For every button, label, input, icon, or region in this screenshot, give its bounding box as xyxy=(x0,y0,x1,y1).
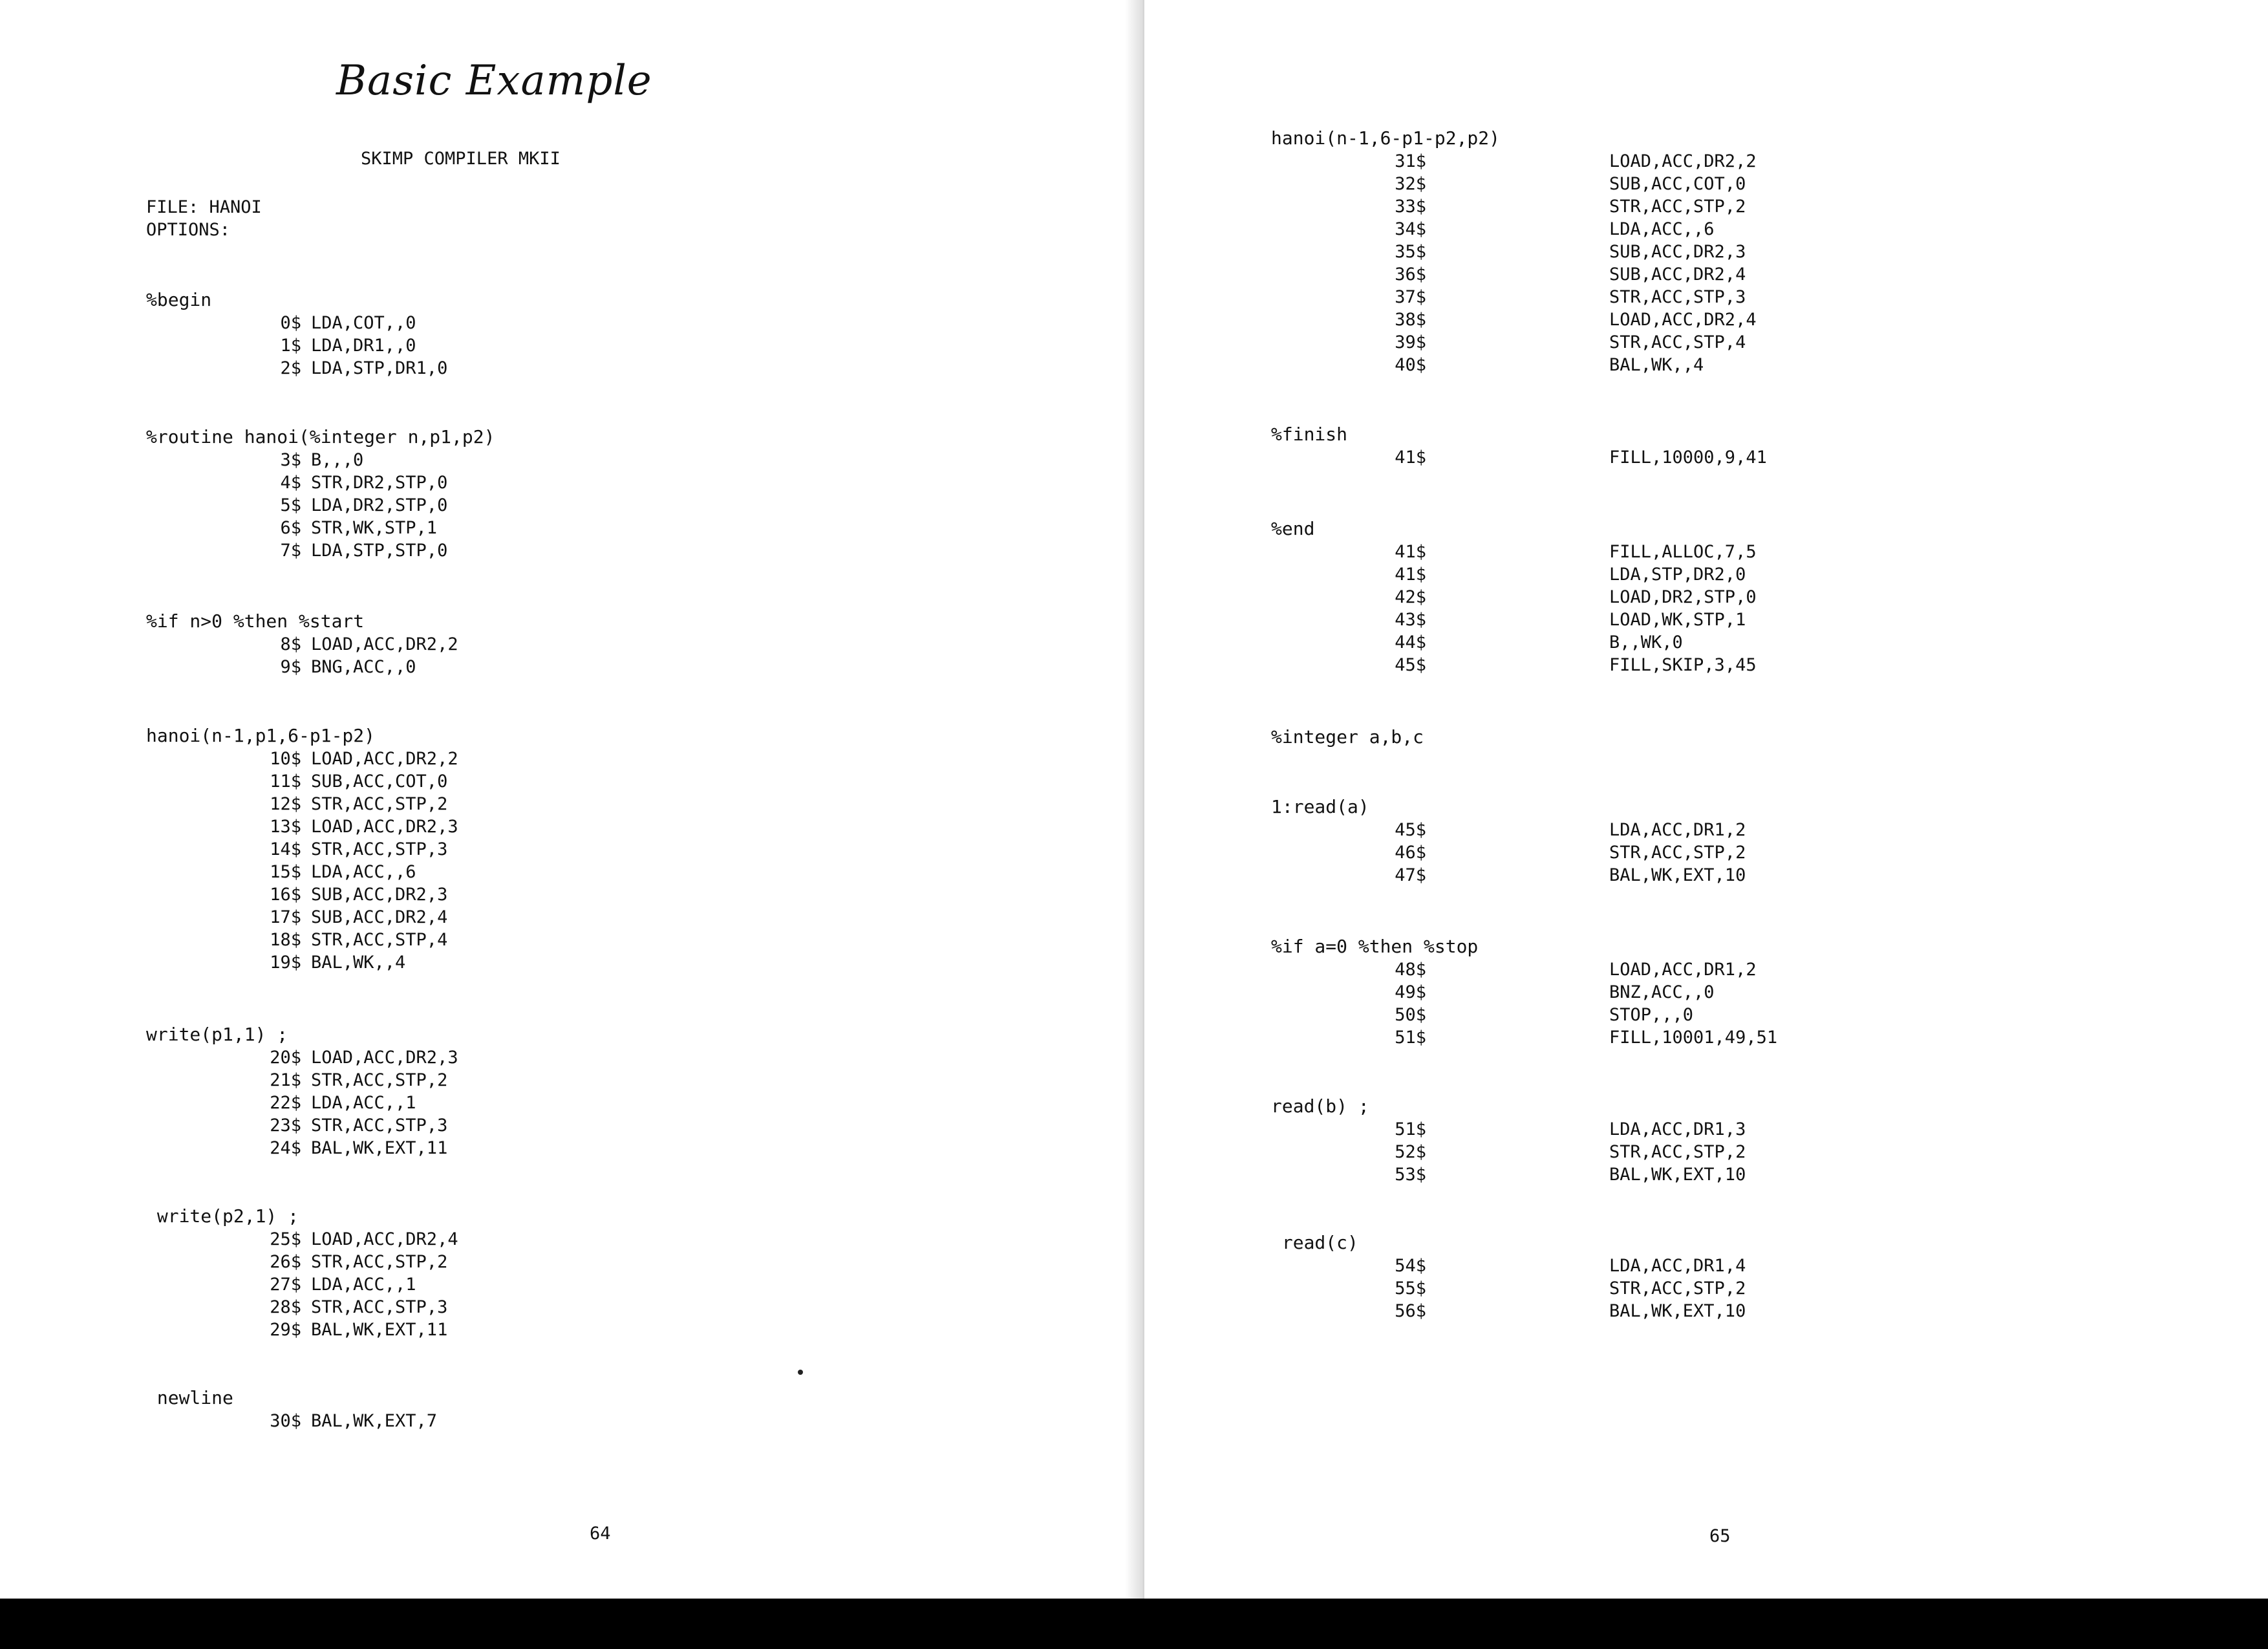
line-instruction: LDA,ACC,DR1,3 xyxy=(1609,1119,1746,1139)
code-section xyxy=(146,426,495,562)
line-instruction: SUB,ACC,COT,0 xyxy=(1609,174,1746,194)
line-label: 4$ xyxy=(280,473,301,493)
code-line xyxy=(146,633,458,656)
line-instruction: STOP,,,0 xyxy=(1609,1005,1694,1025)
code-line xyxy=(1271,446,1767,469)
line-instruction: LDA,ACC,,1 xyxy=(311,1093,416,1113)
line-label: 39$ xyxy=(1395,332,1426,352)
page-number: 65 xyxy=(1709,1526,1731,1546)
line-label: 41$ xyxy=(1395,447,1426,468)
line-label: 13$ xyxy=(270,817,301,837)
line-instruction: LOAD,ACC,DR2,2 xyxy=(1609,151,1757,171)
line-instruction: STR,ACC,STP,3 xyxy=(311,839,448,859)
code-line xyxy=(1271,1004,1777,1026)
line-label: 40$ xyxy=(1395,355,1426,375)
line-label: 1$ xyxy=(280,336,301,356)
line-instruction: LDA,ACC,DR1,4 xyxy=(1609,1256,1746,1276)
code-line xyxy=(1271,1277,1746,1300)
code-line xyxy=(1271,354,1757,376)
code-line xyxy=(146,770,458,793)
line-label: 31$ xyxy=(1395,151,1426,171)
code-line xyxy=(1271,263,1757,286)
line-label: 5$ xyxy=(280,495,301,515)
code-line xyxy=(1271,541,1757,563)
line-instruction: STR,DR2,STP,0 xyxy=(311,473,448,493)
code-section xyxy=(146,1386,437,1432)
code-line xyxy=(146,1228,458,1251)
line-label: 53$ xyxy=(1395,1165,1426,1185)
line-instruction: STR,ACC,STP,2 xyxy=(311,1252,448,1272)
line-instruction: STR,ACC,STP,2 xyxy=(1609,843,1746,863)
code-line xyxy=(146,1296,458,1319)
line-label: 29$ xyxy=(270,1320,301,1340)
line-label: 35$ xyxy=(1395,242,1426,262)
line-label: 51$ xyxy=(1395,1119,1426,1139)
line-instruction: FILL,10001,49,51 xyxy=(1609,1028,1778,1048)
code-line xyxy=(1271,195,1757,218)
section-header: 1:read(a) xyxy=(1271,796,1369,817)
line-instruction: FILL,10000,9,41 xyxy=(1609,447,1767,468)
line-instruction: BAL,WK,EXT,7 xyxy=(311,1411,438,1431)
code-line xyxy=(1271,654,1757,676)
line-label: 26$ xyxy=(270,1252,301,1272)
code-line xyxy=(146,312,447,334)
line-instruction: LDA,COT,,0 xyxy=(311,313,416,333)
line-instruction: BAL,WK,,4 xyxy=(311,953,406,973)
line-label: 30$ xyxy=(270,1411,301,1431)
scan-bottom-edge xyxy=(0,1599,2268,1649)
code-line xyxy=(146,1114,458,1137)
code-line xyxy=(1271,1255,1746,1277)
line-instruction: STR,ACC,STP,2 xyxy=(311,794,448,814)
line-label: 19$ xyxy=(270,953,301,973)
line-instruction: STR,ACC,STP,2 xyxy=(1609,197,1746,217)
line-label: 15$ xyxy=(270,862,301,882)
line-instruction: LOAD,WK,STP,1 xyxy=(1609,610,1746,630)
code-line xyxy=(146,883,458,906)
code-line xyxy=(146,929,458,951)
code-section xyxy=(146,1023,458,1159)
code-section xyxy=(1271,935,1777,1049)
line-instruction: SUB,ACC,DR2,3 xyxy=(311,885,448,905)
line-instruction: LDA,DR2,STP,0 xyxy=(311,495,448,515)
line-label: 7$ xyxy=(280,541,301,561)
line-instruction: BAL,WK,EXT,10 xyxy=(1609,1165,1746,1185)
code-line xyxy=(146,517,495,539)
section-header: write(p2,1) ; xyxy=(146,1205,299,1227)
line-label: 47$ xyxy=(1395,865,1426,885)
code-line xyxy=(1271,150,1757,173)
line-label: 41$ xyxy=(1395,542,1426,562)
line-label: 22$ xyxy=(270,1093,301,1113)
line-instruction: STR,ACC,STP,2 xyxy=(311,1070,448,1090)
code-line xyxy=(146,357,447,380)
line-instruction: BNG,ACC,,0 xyxy=(311,657,416,677)
code-section xyxy=(146,724,458,974)
line-label: 44$ xyxy=(1395,632,1426,652)
line-instruction: BAL,WK,EXT,11 xyxy=(311,1320,448,1340)
section-header: write(p1,1) ; xyxy=(146,1024,288,1045)
code-line xyxy=(1271,609,1757,631)
code-section xyxy=(1271,127,1757,376)
code-line xyxy=(1271,286,1757,308)
handwritten-title: Basic Example xyxy=(336,57,652,105)
line-label: 43$ xyxy=(1395,610,1426,630)
code-section xyxy=(146,610,458,678)
code-line xyxy=(146,951,458,974)
code-section xyxy=(146,1205,458,1341)
section-header: %if a=0 %then %stop xyxy=(1271,936,1479,957)
code-line xyxy=(146,471,495,494)
section-header: %integer a,b,c xyxy=(1271,726,1424,748)
code-line xyxy=(1271,563,1757,586)
code-line xyxy=(1271,241,1757,263)
line-instruction: LOAD,ACC,DR2,2 xyxy=(311,749,458,769)
line-label: 11$ xyxy=(270,771,301,792)
line-instruction: SUB,ACC,COT,0 xyxy=(311,771,448,792)
line-instruction: STR,ACC,STP,3 xyxy=(1609,287,1746,307)
line-label: 10$ xyxy=(270,749,301,769)
code-line xyxy=(1271,308,1757,331)
code-line xyxy=(1271,586,1757,609)
section-header: %if n>0 %then %start xyxy=(146,610,365,632)
line-label: 42$ xyxy=(1395,587,1426,607)
line-instruction: SUB,ACC,DR2,4 xyxy=(1609,264,1746,285)
file-label: FILE: HANOI xyxy=(146,197,262,217)
line-instruction: LDA,STP,DR1,0 xyxy=(311,358,448,378)
line-instruction: LOAD,ACC,DR2,4 xyxy=(1609,310,1757,330)
code-section xyxy=(1271,1095,1746,1186)
code-line xyxy=(146,449,495,471)
line-instruction: LDA,ACC,,6 xyxy=(1609,219,1715,239)
code-line xyxy=(1271,864,1746,887)
line-label: 55$ xyxy=(1395,1278,1426,1299)
section-header: %end xyxy=(1271,518,1315,539)
code-line xyxy=(1271,981,1777,1004)
line-instruction: STR,ACC,STP,2 xyxy=(1609,1278,1746,1299)
code-line xyxy=(146,1251,458,1273)
line-instruction: LDA,DR1,,0 xyxy=(311,336,416,356)
code-line xyxy=(146,539,495,562)
options-label: OPTIONS: xyxy=(146,220,231,240)
code-line xyxy=(146,656,458,678)
line-label: 27$ xyxy=(270,1275,301,1295)
code-line xyxy=(146,1092,458,1114)
line-label: 3$ xyxy=(280,450,301,470)
section-header: %routine hanoi(%integer n,p1,p2) xyxy=(146,426,495,447)
code-line xyxy=(1271,819,1746,841)
code-line xyxy=(1271,1118,1746,1141)
line-instruction: STR,ACC,STP,4 xyxy=(1609,332,1746,352)
line-label: 38$ xyxy=(1395,310,1426,330)
line-instruction: STR,ACC,STP,3 xyxy=(311,1116,448,1136)
line-instruction: STR,ACC,STP,2 xyxy=(1609,1142,1746,1162)
line-instruction: FILL,ALLOC,7,5 xyxy=(1609,542,1757,562)
line-instruction: LOAD,ACC,DR2,2 xyxy=(311,634,458,654)
line-label: 8$ xyxy=(280,634,301,654)
code-section xyxy=(1271,726,1424,749)
code-line xyxy=(146,1319,458,1341)
line-instruction: BAL,WK,EXT,11 xyxy=(311,1138,448,1158)
section-header: read(c) xyxy=(1271,1232,1358,1253)
line-label: 14$ xyxy=(270,839,301,859)
line-label: 36$ xyxy=(1395,264,1426,285)
code-line xyxy=(146,815,458,838)
left-page xyxy=(0,0,1144,1599)
code-line xyxy=(146,494,495,517)
line-instruction: LOAD,ACC,DR2,4 xyxy=(311,1229,458,1249)
section-header: read(b) ; xyxy=(1271,1095,1369,1117)
line-label: 20$ xyxy=(270,1048,301,1068)
line-instruction: B,,WK,0 xyxy=(1609,632,1683,652)
line-instruction: LDA,ACC,,1 xyxy=(311,1275,416,1295)
line-label: 45$ xyxy=(1395,820,1426,840)
code-line xyxy=(146,1046,458,1069)
section-header: hanoi(n-1,p1,6-p1-p2) xyxy=(146,725,376,746)
line-instruction: LOAD,ACC,DR2,3 xyxy=(311,1048,458,1068)
line-label: 46$ xyxy=(1395,843,1426,863)
code-line xyxy=(1271,218,1757,241)
line-label: 49$ xyxy=(1395,982,1426,1002)
line-label: 21$ xyxy=(270,1070,301,1090)
line-instruction: STR,ACC,STP,4 xyxy=(311,930,448,950)
code-line xyxy=(1271,173,1757,195)
code-line xyxy=(146,906,458,929)
line-label: 54$ xyxy=(1395,1256,1426,1276)
line-instruction: LDA,ACC,,6 xyxy=(311,862,416,882)
line-label: 2$ xyxy=(280,358,301,378)
line-label: 32$ xyxy=(1395,174,1426,194)
code-line xyxy=(146,334,447,357)
line-label: 45$ xyxy=(1395,655,1426,675)
line-label: 28$ xyxy=(270,1297,301,1317)
line-label: 52$ xyxy=(1395,1142,1426,1162)
line-instruction: FILL,SKIP,3,45 xyxy=(1609,655,1757,675)
line-label: 34$ xyxy=(1395,219,1426,239)
line-instruction: STR,WK,STP,1 xyxy=(311,518,438,538)
print-speck xyxy=(798,1370,803,1375)
line-instruction: BAL,WK,EXT,10 xyxy=(1609,865,1746,885)
code-line xyxy=(146,748,458,770)
line-label: 41$ xyxy=(1395,565,1426,585)
section-header: newline xyxy=(146,1387,233,1408)
code-section xyxy=(1271,1231,1746,1322)
code-section xyxy=(146,288,447,380)
line-label: 23$ xyxy=(270,1116,301,1136)
line-label: 6$ xyxy=(280,518,301,538)
line-label: 0$ xyxy=(280,313,301,333)
line-label: 37$ xyxy=(1395,287,1426,307)
line-label: 50$ xyxy=(1395,1005,1426,1025)
page-number: 64 xyxy=(590,1524,611,1544)
code-line xyxy=(146,793,458,815)
line-label: 51$ xyxy=(1395,1028,1426,1048)
line-instruction: BAL,WK,,4 xyxy=(1609,355,1704,375)
code-line xyxy=(146,1273,458,1296)
line-instruction: B,,,0 xyxy=(311,450,364,470)
code-line xyxy=(1271,331,1757,354)
line-label: 48$ xyxy=(1395,960,1426,980)
code-section xyxy=(1271,795,1746,887)
line-label: 56$ xyxy=(1395,1301,1426,1321)
line-label: 17$ xyxy=(270,907,301,927)
code-line xyxy=(1271,841,1746,864)
section-header: %finish xyxy=(1271,424,1348,445)
code-line xyxy=(1271,1163,1746,1186)
line-instruction: STR,ACC,STP,3 xyxy=(311,1297,448,1317)
code-line xyxy=(1271,1300,1746,1322)
line-instruction: BNZ,ACC,,0 xyxy=(1609,982,1715,1002)
line-instruction: LDA,ACC,DR1,2 xyxy=(1609,820,1746,840)
code-section xyxy=(1271,517,1757,676)
line-instruction: SUB,ACC,DR2,4 xyxy=(311,907,448,927)
line-instruction: LOAD,DR2,STP,0 xyxy=(1609,587,1757,607)
compiler-title: SKIMP COMPILER MKII xyxy=(361,149,561,169)
code-line xyxy=(146,861,458,883)
line-label: 25$ xyxy=(270,1229,301,1249)
line-instruction: SUB,ACC,DR2,3 xyxy=(1609,242,1746,262)
line-instruction: BAL,WK,EXT,10 xyxy=(1609,1301,1746,1321)
code-line xyxy=(146,1410,437,1432)
line-instruction: LDA,STP,DR2,0 xyxy=(1609,565,1746,585)
line-instruction: LOAD,ACC,DR2,3 xyxy=(311,817,458,837)
line-label: 16$ xyxy=(270,885,301,905)
section-header: %begin xyxy=(146,289,212,310)
line-instruction: LDA,STP,STP,0 xyxy=(311,541,448,561)
code-line xyxy=(1271,1141,1746,1163)
code-section xyxy=(1271,423,1767,469)
line-label: 12$ xyxy=(270,794,301,814)
line-label: 33$ xyxy=(1395,197,1426,217)
code-line xyxy=(146,1137,458,1159)
code-line xyxy=(1271,958,1777,981)
section-header: hanoi(n-1,6-p1-p2,p2) xyxy=(1271,127,1501,149)
line-label: 18$ xyxy=(270,930,301,950)
code-line xyxy=(146,1069,458,1092)
code-line xyxy=(146,838,458,861)
code-line xyxy=(1271,631,1757,654)
right-page xyxy=(1144,0,2268,1599)
line-instruction: LOAD,ACC,DR1,2 xyxy=(1609,960,1757,980)
line-label: 24$ xyxy=(270,1138,301,1158)
line-label: 9$ xyxy=(280,657,301,677)
code-line xyxy=(1271,1026,1777,1049)
